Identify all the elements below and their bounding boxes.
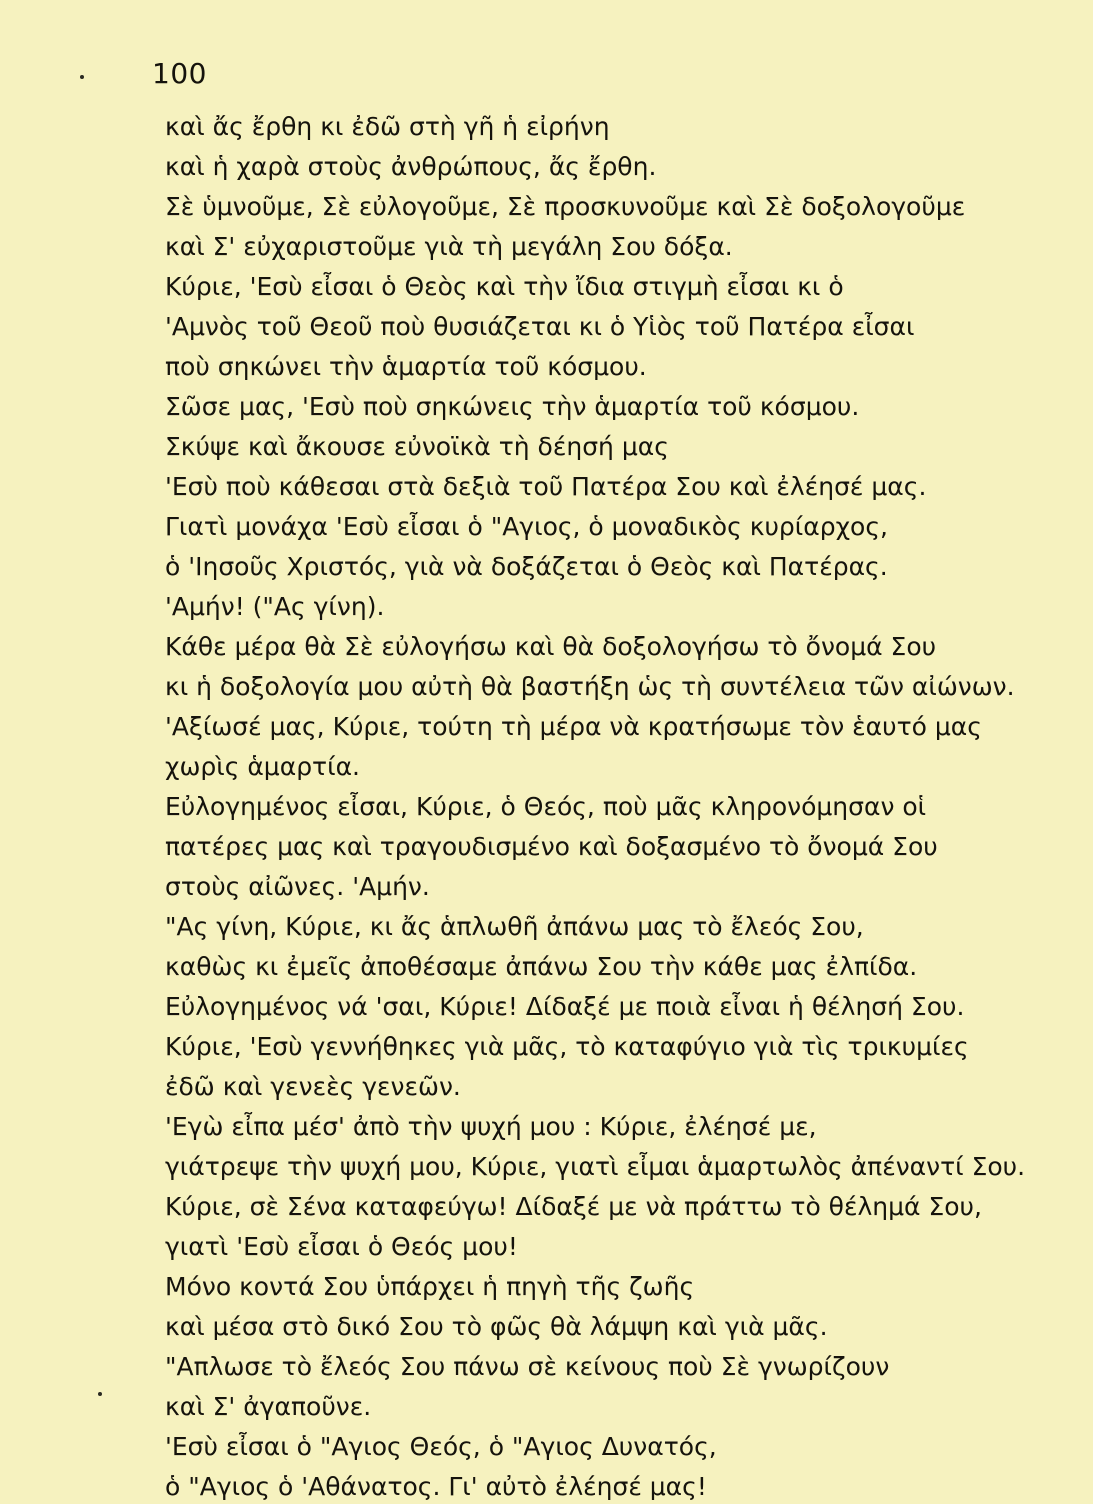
text-line: χωρὶς ἁμαρτία.: [165, 752, 360, 781]
text-line: καὶ ἡ χαρὰ στοὺς ἀνθρώπους, ἄς ἔρθη.: [165, 152, 657, 181]
text-line: ποὺ σηκώνει τὴν ἁμαρτία τοῦ κόσμου.: [165, 352, 647, 381]
text-line: Μόνο κοντά Σου ὑπάρχει ἡ πηγὴ τῆς ζωῆς: [165, 1272, 695, 1301]
text-line: Κύριε, 'Εσὺ εἶσαι ὁ Θεὸς καὶ τὴν ἴδια στιγμὴ εἶσαι κι ὁ: [165, 272, 844, 301]
text-line: καὶ Σ' εὐχαριστοῦμε γιὰ τὴ μεγάλη Σου δόξα.: [165, 232, 733, 261]
text-line: Εὐλογημένος νά 'σαι, Κύριε! Δίδαξέ με ποιὰ εἶναι ἡ θέλησή Σου.: [165, 992, 965, 1021]
text-line: Εὐλογημένος εἶσαι, Κύριε, ὁ Θεός, ποὺ μᾶς κληρονόμησαν οἱ: [165, 792, 927, 821]
text-line: 'Εσὺ ποὺ κάθεσαι στὰ δεξιὰ τοῦ Πατέρα Σου καὶ ἐλέησέ μας.: [165, 472, 927, 501]
margin-speck-top: [80, 75, 84, 79]
text-line: 'Εσὺ εἶσαι ὁ "Αγιος Θεός, ὁ "Αγιος Δυνατός,: [165, 1432, 717, 1461]
text-line: καὶ ἄς ἔρθη κι ἐδῶ στὴ γῆ ἡ εἰρήνη: [165, 112, 610, 141]
text-line: καθὼς κι ἐμεῖς ἀποθέσαμε ἀπάνω Σου τὴν κάθε μας ἐλπίδα.: [165, 952, 918, 981]
text-line: ὁ "Αγιος ὁ 'Αθάνατος. Γι' αὐτὸ ἐλέησέ μας!: [165, 1472, 707, 1501]
text-line: Κύριε, σὲ Σένα καταφεύγω! Δίδαξέ με νὰ πράττω τὸ θέλημά Σου,: [165, 1192, 982, 1221]
text-line: 'Αμνὸς τοῦ Θεοῦ ποὺ θυσιάζεται κι ὁ Υἱὸς τοῦ Πατέρα εἶσαι: [165, 312, 915, 341]
text-line: καὶ Σ' ἀγαποῦνε.: [165, 1392, 372, 1421]
text-line: "Απλωσε τὸ ἔλεός Σου πάνω σὲ κείνους ποὺ Σὲ γνωρίζουν: [165, 1352, 890, 1381]
text-line: ὁ 'Ιησοῦς Χριστός, γιὰ νὰ δοξάζεται ὁ Θεὸς καὶ Πατέρας.: [165, 552, 888, 581]
text-line: Γιατὶ μονάχα 'Εσὺ εἶσαι ὁ "Αγιος, ὁ μοναδικὸς κυρίαρχος,: [165, 512, 888, 541]
text-line: 'Εγὼ εἶπα μέσ' ἀπὸ τὴν ψυχή μου : Κύριε, ἐλέησέ με,: [165, 1112, 817, 1141]
text-line: 'Αξίωσέ μας, Κύριε, τούτη τὴ μέρα νὰ κρατήσωμε τὸν ἑαυτό μας: [165, 712, 982, 741]
text-line: Σὲ ὑμνοῦμε, Σὲ εὐλογοῦμε, Σὲ προσκυνοῦμε καὶ Σὲ δοξολογοῦμε: [165, 192, 966, 221]
text-line: "Ας γίνη, Κύριε, κι ἄς ἁπλωθῆ ἀπάνω μας τὸ ἔλεός Σου,: [165, 912, 864, 941]
text-line: στοὺς αἰῶνες. 'Αμήν.: [165, 872, 430, 901]
text-line: Κύριε, 'Εσὺ γεννήθηκες γιὰ μᾶς, τὸ καταφύγιο γιὰ τὶς τρικυμίες: [165, 1032, 969, 1061]
text-line: 'Αμήν! ("Ας γίνη).: [165, 592, 385, 621]
text-line: πατέρες μας καὶ τραγουδισμένο καὶ δοξασμένο τὸ ὄνομά Σου: [165, 832, 938, 861]
page-number: 100: [152, 57, 207, 90]
text-line: ἐδῶ καὶ γενεὲς γενεῶν.: [165, 1072, 461, 1101]
text-line: γιάτρεψε τὴν ψυχή μου, Κύριε, γιατὶ εἶμαι ἁμαρτωλὸς ἀπέναντί Σου.: [165, 1152, 1026, 1181]
text-line: Σκύψε καὶ ἄκουσε εὐνοϊκὰ τὴ δέησή μας: [165, 432, 669, 461]
text-line: καὶ μέσα στὸ δικό Σου τὸ φῶς θὰ λάμψη καὶ γιὰ μᾶς.: [165, 1312, 828, 1341]
margin-speck-bottom: [98, 1392, 102, 1396]
text-line: Σῶσε μας, 'Εσὺ ποὺ σηκώνεις τὴν ἁμαρτία τοῦ κόσμου.: [165, 392, 860, 421]
text-line: κι ἡ δοξολογία μου αὐτὴ θὰ βαστήξη ὡς τὴ συντέλεια τῶν αἰώνων.: [165, 672, 1015, 701]
text-line: Κάθε μέρα θὰ Σὲ εὐλογήσω καὶ θὰ δοξολογήσω τὸ ὄνομά Σου: [165, 632, 937, 661]
text-line: γιατὶ 'Εσὺ εἶσαι ὁ Θεός μου!: [165, 1232, 518, 1261]
